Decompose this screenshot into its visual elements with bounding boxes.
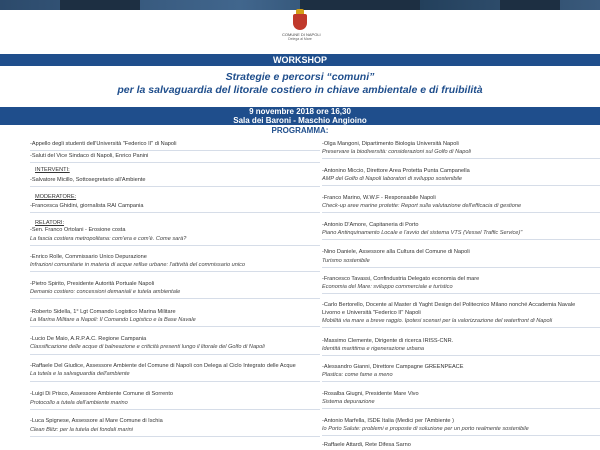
section-label: MODERATORE: [35,194,77,200]
list-item-subtitle: Turismo sostenibile [322,258,370,264]
list-item: -Appello degli studenti dell'Università "Federico II" di Napoli [30,141,177,147]
list-item: -Antonino Miccio, Direttore Area Protetta Punta Campanella [322,168,470,174]
list-item: -Antonio D'Amore, Capitaneria di Porto [322,222,419,228]
list-item-subtitle: Plastica: come fame a meno [322,372,393,378]
section-label: INTERVENTI: [35,167,70,173]
date-line: 9 novembre 2018 ore 16,30 [249,107,351,116]
title-line1: Strategie e percorsi “comuni” [225,71,375,83]
list-item: -Roberto Sidella, 1° Lgt Comando Logistico Marina Militare [30,309,176,315]
list-item: -Salvatore Micillo, Sottosegretario all'Ambiente [30,177,146,183]
list-item-subtitle: Classificazione delle acque di balneazione e criticità presenti lungo il litorale del Golfo di Napoli [30,344,265,350]
list-item-subtitle: Identità marittima e rigenerazione urbana [322,346,424,352]
list-item-subtitle: La fascia costiera metropolitana: com'era e com'è. Come sarà? [30,236,187,242]
list-item: -Nino Daniele, Assessore alla Cultura del Comune di Napoli [322,249,470,255]
list-item: -Enrico Rolle, Commissario Unico Depurazione [30,254,147,260]
list-item-subtitle: Demanio costiero: concessioni demaniali e tutela ambientale [30,289,181,295]
comune-logo [282,14,321,41]
list-item: -Massimo Clemente, Dirigente di ricerca IRISS-CNR. [322,338,454,344]
list-item: Livorno e Università "Federico II" Napoli [322,310,421,316]
logo-line1: COMUNE DI NAPOLI [282,32,321,37]
list-item-subtitle: La Marina Militare a Napoli: Il Comando Logistico e la Base Navale [30,317,196,323]
list-item: -Sen. Franco Ortolani - Erosione costa [30,227,126,233]
list-item: -Olga Mangoni, Dipartimento Biologia Università Napoli [322,141,459,147]
list-item: -Rosalba Giugni, Presidente Mare Vivo [322,391,419,397]
list-item: -Franco Marino, W.W.F - Responsabile Napoli [322,195,436,201]
title-line2: per la salvaguardia del litorale costiero in chiave ambientale e di fruibilità [117,84,483,96]
coat-of-arms-icon [293,14,307,30]
list-item-subtitle: Preservare la biodiversità: considerazioni sul Golfo di Napoli [322,149,471,155]
list-item-subtitle: Check-up aree marine protette: Report sulla valutazione dell'efficacia di gestione [322,203,522,209]
list-item-subtitle: Protocollo a tutela dell'ambiente marino [30,400,128,406]
venue-line: Sala dei Baroni - Maschio Angioino [233,116,367,125]
list-item: -Francesco Tavassi, Confindustria Delegato economia del mare [322,276,480,282]
list-item: -Francesca Ghidini, giornalista RAI Campania [30,203,144,209]
list-item-subtitle: Sistema depurazione [322,399,375,405]
list-item-subtitle: Economia del Mare: sviluppo commerciale e turistico [322,284,453,290]
list-item-subtitle: Clean Blitz: per la tutela dei fondali marini [30,427,133,433]
list-item: -Lucio De Maio, A.R.P.A.C. Regione Campania [30,336,147,342]
list-item: -Antonio Marfella, ISDE Italia (Medici per l'Ambiente ) [322,418,454,424]
list-item: -Pietro Spirito, Presidente Autorità Portuale Napoli [30,281,155,287]
list-item: -Carlo Bertorello, Docente al Master di Yaght Design del Politecnico Milano nonché Accademia Navale [322,302,576,308]
list-item-subtitle: AMP del Golfo di Napoli laboratori di sviluppo sostenibile [322,176,463,182]
section-label: RELATORI: [35,220,65,226]
list-item: -Luca Spignese, Assessore al Mare Comune di Ischia [30,418,163,424]
list-item-subtitle: Mobilità via mare a breve raggio. Ipotesi scenari per la valorizzazione del waterfront di Napoli [322,318,553,324]
list-item-subtitle: Piano Antinquinamento Locale e l'avvio del sistema VTS (Vessel Traffic Service)" [322,230,523,236]
list-item-subtitle: La tutela e la salvaguardia dell'ambiente [30,371,130,377]
list-item-subtitle: Io Porto Salute: problemi e proposte di soluzione per un porto realmente sostenibile [322,426,529,432]
list-item: -Luigi Di Prisco, Assessore Ambiente Comune di Sorrento [30,391,174,397]
list-item: -Raffaele Del Giudice, Assessore Ambiente del Comune di Napoli con Delega al Ciclo Integrato delle Acque [30,363,296,369]
date-banner [0,107,600,125]
list-item: -Alessandro Gianni, Direttore Campagne GREENPEACE [322,364,464,370]
workshop-banner: WORKSHOP [0,54,600,66]
list-item: -Raffaele Attardi, Rete Difesa Sarno [322,442,411,448]
logo-line2: Delega al Mare [288,37,312,41]
program-label: PROGRAMMA: [271,126,329,135]
list-item: -Saluti del Vice Sindaco di Napoli, Enrico Panini [30,153,149,159]
list-item-subtitle: Infrazioni comunitarie in materia di acque reflue urbane: l'attività del commissario unico [30,262,245,268]
